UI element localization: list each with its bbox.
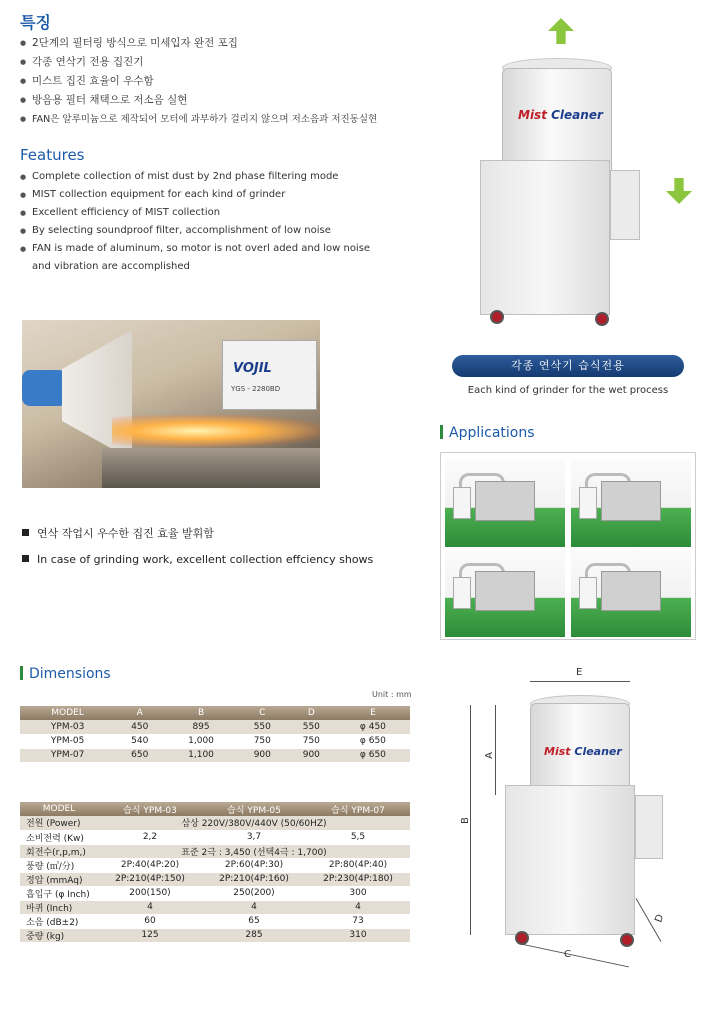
- features-en-item: ● By selecting soundproof filter, accomplishment of low noise: [20, 222, 420, 240]
- dim-header: E: [336, 706, 410, 720]
- dim-line-a: [495, 705, 496, 795]
- table-row: 풍량 (㎥/分) 2P:40(4P:20) 2P:60(4P:30) 2P:80(4P:40): [20, 858, 410, 872]
- intake-arrow-icon: [666, 178, 692, 204]
- application-photo: [571, 549, 691, 637]
- table-row: 흡입구 (φ Inch) 200(150) 250(200) 300: [20, 886, 410, 900]
- machine-logo: Mist Cleaner: [518, 108, 603, 122]
- grinder-table: [102, 448, 320, 488]
- grinder-wheel-guard: [222, 340, 317, 410]
- features-en-item-continuation: and vibration are accomplished: [32, 261, 190, 272]
- table-row: 소비전력 (Kw) 2,2 3,7 5,5: [20, 830, 410, 844]
- dim-header: B: [164, 706, 238, 720]
- features-en-item: ● Excellent efficiency of MIST collection: [20, 204, 420, 222]
- dim-header: A: [115, 706, 164, 720]
- dim-header: D: [287, 706, 336, 720]
- grinder-brand: VOJIL: [233, 361, 272, 376]
- caption-en: In case of grinding work, excellent collection effciency shows: [22, 553, 373, 566]
- product-machine-illustration: [470, 10, 700, 330]
- dim-line-e: [530, 681, 630, 682]
- applications-title: Applications: [440, 425, 535, 441]
- machine-lower-body: [505, 785, 635, 935]
- features-ko-item: ● 2단계의 필터링 방식으로 미세입자 완전 포집: [20, 34, 420, 53]
- features-en-item: ● MIST collection equipment for each kind of grinder: [20, 186, 420, 204]
- features-en-item: ● Complete collection of mist dust by 2nd phase filtering mode: [20, 168, 420, 186]
- dim-label-e: E: [576, 667, 583, 678]
- table-row: 정압 (mmAq) 2P:210(4P:150) 2P:210(4P:160) 2P:230(4P:180): [20, 872, 410, 886]
- grinding-sparks: [112, 415, 320, 447]
- unit-note: Unit : mm: [372, 690, 412, 699]
- spec-header: MODEL: [20, 802, 98, 816]
- wheel-icon: [595, 312, 609, 326]
- dim-header: MODEL: [20, 706, 115, 720]
- title-bar-icon: [440, 425, 443, 439]
- features-ko-item: ● FAN은 알루미늄으로 제작되어 모터에 과부하가 걸리지 않으며 저소음과 저진동실현: [20, 110, 420, 129]
- product-label-pill: 각종 연삭기 습식전용: [452, 355, 684, 377]
- features-en-title: Features: [20, 146, 85, 164]
- table-row: 회전수(r,p,m,) 표준 2극 : 3,450 (선택4극 : 1,700): [20, 844, 410, 858]
- dim-label-b: B: [459, 817, 471, 824]
- machine-side-box: [635, 795, 663, 859]
- features-ko-title: 특징: [20, 13, 51, 32]
- square-bullet-icon: [22, 555, 29, 562]
- table-row: 바퀴 (Inch) 4 4 4: [20, 900, 410, 914]
- dim-label-c: C: [564, 949, 571, 960]
- table-row: YPM-07 650 1,100 900 900 φ 650: [20, 748, 410, 762]
- dimension-diagram: [460, 665, 700, 975]
- machine-logo: Mist Cleaner: [544, 745, 622, 758]
- features-ko-item: ● 각종 연삭기 전용 집진기: [20, 53, 420, 72]
- table-row: 소음 (dB±2) 60 65 73: [20, 914, 410, 928]
- dim-label-d: D: [653, 912, 667, 925]
- table-row: YPM-05 540 1,000 750 750 φ 650: [20, 734, 410, 748]
- features-en-item: ● FAN is made of aluminum, so motor is not overl aded and low noise: [20, 240, 420, 258]
- features-ko-list: [20, 34, 420, 129]
- machine-side-box: [610, 170, 640, 240]
- product-label-sub: Each kind of grinder for the wet process: [467, 385, 669, 396]
- machine-lower-body: [480, 160, 610, 315]
- grinding-photo: [22, 320, 320, 488]
- caption-ko: 연삭 작업시 우수한 집진 효율 발휘함: [22, 525, 214, 541]
- dim-label-a: A: [483, 752, 495, 759]
- features-ko-item: ● 방음용 필터 채택으로 저소음 실현: [20, 91, 420, 110]
- table-row: 전원 (Power) 삼상 220V/380V/440V (50/60HZ): [20, 816, 410, 830]
- features-en-list: [20, 168, 420, 276]
- features-ko-item: ● 미스트 집진 효율이 우수함: [20, 72, 420, 91]
- duct-hose: [22, 370, 67, 406]
- dim-header: C: [238, 706, 287, 720]
- spec-header: 습식 YPM-03: [98, 802, 202, 816]
- wheel-icon: [490, 310, 504, 324]
- square-bullet-icon: [22, 529, 29, 536]
- application-photo: [571, 459, 691, 547]
- dimensions-title: Dimensions: [20, 666, 111, 682]
- application-photo: [445, 549, 565, 637]
- specs-table: [20, 802, 410, 943]
- table-row: YPM-03 450 895 550 550 φ 450: [20, 720, 410, 734]
- application-photo: [445, 459, 565, 547]
- spec-header: 습식 YPM-07: [306, 802, 410, 816]
- spec-header: 습식 YPM-05: [202, 802, 306, 816]
- dimensions-table: [20, 706, 410, 763]
- title-bar-icon: [20, 666, 23, 680]
- table-row: 중량 (kg) 125 285 310: [20, 928, 410, 942]
- wheel-icon: [620, 933, 634, 947]
- applications-photos: [440, 452, 696, 640]
- dim-line-c: [521, 944, 629, 968]
- grinder-model-tag: YGS - 2280BD: [231, 385, 281, 393]
- exhaust-arrow-icon: [548, 18, 574, 44]
